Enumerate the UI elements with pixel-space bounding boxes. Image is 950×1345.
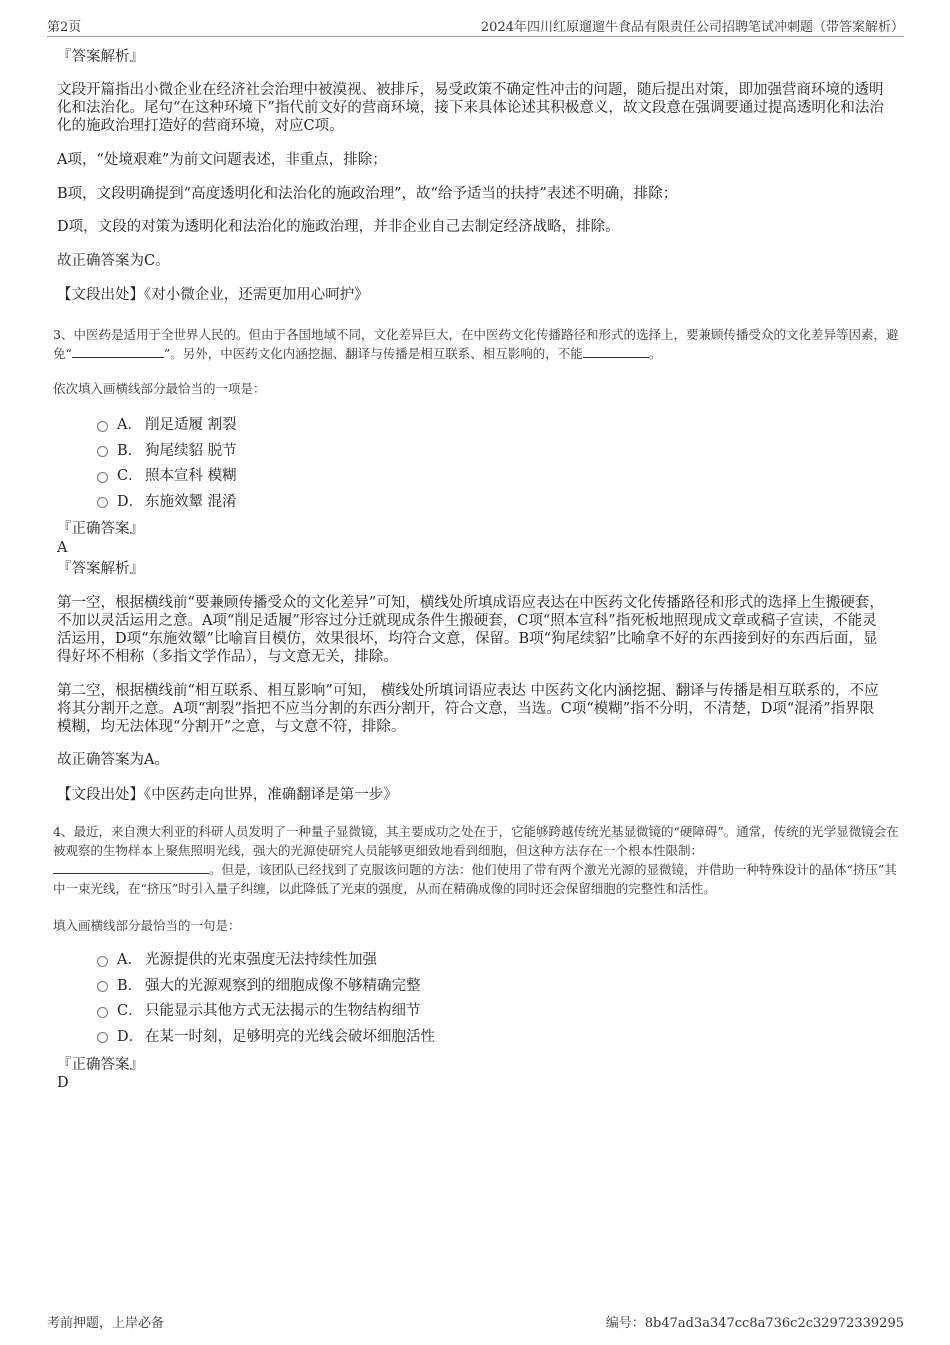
q3-stem-part1: 3、中医药是适用于全世界人民的。但由于各国地域不同，文化差异巨大，在中医药文化传播路径和形式的选择上，要兼顾传播受众的文化差异等因素，避免“ — [53, 327, 899, 361]
q2-analysis-title: 『答案解析』 — [57, 49, 144, 65]
q4-instruction: 填入画横线部分最恰当的一句是： — [53, 918, 241, 933]
q2-analysis-para2: A项，“处境艰难”为前文问题表述，非重点，排除； — [57, 152, 387, 168]
q4-option-d[interactable]: D． 在某一时刻，足够明亮的光线会破坏细胞活性 — [97, 1023, 435, 1049]
q3-blank-2 — [583, 345, 649, 358]
q3-analysis-para2: 第二空，根据横线前“相互联系、相互影响”可知， 横线处所填词语应表达 中医药文化内涵挖掘、翻译与传播是相互联系的，不应将其分割开之意。A项“割裂”指把不应当分割的东西分割开，符合文意，当选。C项“模糊”指不分明，不清楚，D项“混淆”指界限模糊，均无法体现“分割开”之意，与文意不符，排除。 — [57, 683, 879, 735]
document-title: 2024年四川红原遛遛牛食品有限责任公司招聘笔试冲刺题（带答案解析） — [480, 20, 904, 35]
q3-analysis-title: 『答案解析』 — [57, 561, 144, 577]
radio-icon[interactable] — [97, 421, 108, 432]
q3-source: 【文段出处】《中医药走向世界，准确翻译是第一步》 — [57, 787, 398, 803]
q2-source: 【文段出处】《对小微企业，还需更加用心呵护》 — [57, 287, 369, 303]
q4-option-c[interactable]: C． 只能显示其他方式无法揭示的生物结构细节 — [97, 997, 435, 1023]
q3-blank-1 — [72, 345, 164, 358]
option-text: 东施效颦 混淆 — [145, 493, 237, 510]
q4-options — [97, 946, 435, 1048]
q2-analysis-para3: B项，文段明确提到“高度透明化和法治化的施政治理”，故“给予适当的扶持”表述不明确，排除； — [57, 186, 678, 202]
q2-analysis-para4: D项，文段的对策为透明化和法治化的施政治理，并非企业自己去制定经济战略，排除。 — [57, 219, 620, 235]
q2-conclusion: 故正确答案为C。 — [57, 253, 170, 269]
q3-option-b[interactable]: B． 狗尾续貂 脱节 — [97, 437, 237, 463]
footer-slogan: 考前押题，上岸必备 — [47, 1316, 165, 1331]
q3-correct-answer: A — [57, 540, 68, 556]
q3-stem-part3: 。 — [648, 346, 662, 361]
q3-analysis-para1: 第一空，根据横线前“要兼顾传播受众的文化差异”可知，横线处所填成语应表达在中医药文化传播路径和形式的选择上生搬硬套，不加以灵活运用之意。A项“削足适履”形容过分迁就现成条件生搬硬套，C项“照本宣科”指死板地照现成文章或稿子宣读，不能灵活运用，D项“东施效颦”比喻盲目模仿，效果很坏，均符合文意，保留。B项“狗尾续貂”比喻拿不好的东西接到好的东西后面，显得好坏不相称（多指文学作品），与文意无关，排除。 — [57, 595, 884, 665]
q4-option-b[interactable]: B． 强大的光源观察到的细胞成像不够精确完整 — [97, 972, 435, 998]
radio-icon[interactable] — [97, 956, 108, 967]
page-header — [47, 14, 904, 37]
q3-option-a[interactable]: A． 削足适履 割裂 — [97, 411, 237, 437]
q3-option-c[interactable]: C． 照本宣科 模糊 — [97, 462, 237, 488]
radio-icon[interactable] — [97, 981, 108, 992]
option-text: 削足适履 割裂 — [145, 417, 237, 434]
option-text: 在某一时刻，足够明亮的光线会破坏细胞活性 — [145, 1028, 435, 1045]
radio-icon[interactable] — [97, 446, 108, 457]
radio-icon[interactable] — [97, 472, 108, 483]
q4-correct-answer: D — [57, 1075, 69, 1091]
q3-instruction: 依次填入画横线部分最恰当的一项是： — [53, 381, 266, 396]
q3-conclusion: 故正确答案为A。 — [57, 752, 169, 768]
radio-icon[interactable] — [97, 1007, 108, 1018]
q4-stem-part2: 。但是，该团队已经找到了克服该问题的方法：他们使用了带有两个激光光源的显微镜，并借助一种特殊设计的晶体“挤压”其中一束光线，在“挤压”时引入量子纠缠，以此降低了光束的强度，从而在精确成像的同时还会保留细胞的完整性和活性。 — [53, 862, 897, 896]
q3-correct-title: 『正确答案』 — [57, 521, 144, 537]
q4-option-a[interactable]: A． 光源提供的光束强度无法持续性加强 — [97, 946, 435, 972]
q4-correct-title: 『正确答案』 — [57, 1057, 144, 1073]
q4-stem — [53, 822, 899, 898]
q4-stem-part1: 4、最近，来自澳大利亚的科研人员发明了一种量子显微镜，其主要成功之处在于，它能够跨越传统光基显微镜的“硬障碍”。通常，传统的光学显微镜会在被观察的生物样本上聚焦照明光线，强大的光源使研究人员能够更细致地看到细胞，但这种方法存在一个根本性限制： — [53, 824, 899, 858]
option-text: 光源提供的光束强度无法持续性加强 — [145, 952, 377, 969]
q4-blank — [53, 861, 209, 874]
radio-icon[interactable] — [97, 497, 108, 508]
option-text: 只能显示其他方式无法揭示的生物结构细节 — [145, 1003, 421, 1020]
page-number: 第2页 — [47, 20, 82, 35]
option-text: 强大的光源观察到的细胞成像不够精确完整 — [145, 977, 421, 994]
q3-stem-part2: ”。另外，中医药文化内涵挖掘、翻译与传播是相互联系、相互影响的，不能 — [163, 346, 583, 361]
q2-analysis-para1: 文段开篇指出小微企业在经济社会治理中被漠视、被排斥，易受政策不确定性冲击的问题，随后提出对策，即加强营商环境的透明化和法治化。尾句“在这种环境下”指代前文好的营商环境，接下来具体论述其积极意义，故文段意在强调要通过提高透明化和法治化的施政治理打造好的营商环境，对应C项。 — [57, 82, 884, 134]
q3-stem — [53, 325, 899, 363]
option-text: 照本宣科 模糊 — [145, 468, 237, 485]
radio-icon[interactable] — [97, 1032, 108, 1043]
option-text: 狗尾续貂 脱节 — [145, 442, 237, 459]
q3-options — [97, 411, 237, 513]
q3-option-d[interactable]: D． 东施效颦 混淆 — [97, 488, 237, 514]
footer-serial: 编号：8b47ad3a347cc8a736c2c32972339295 — [605, 1316, 904, 1331]
